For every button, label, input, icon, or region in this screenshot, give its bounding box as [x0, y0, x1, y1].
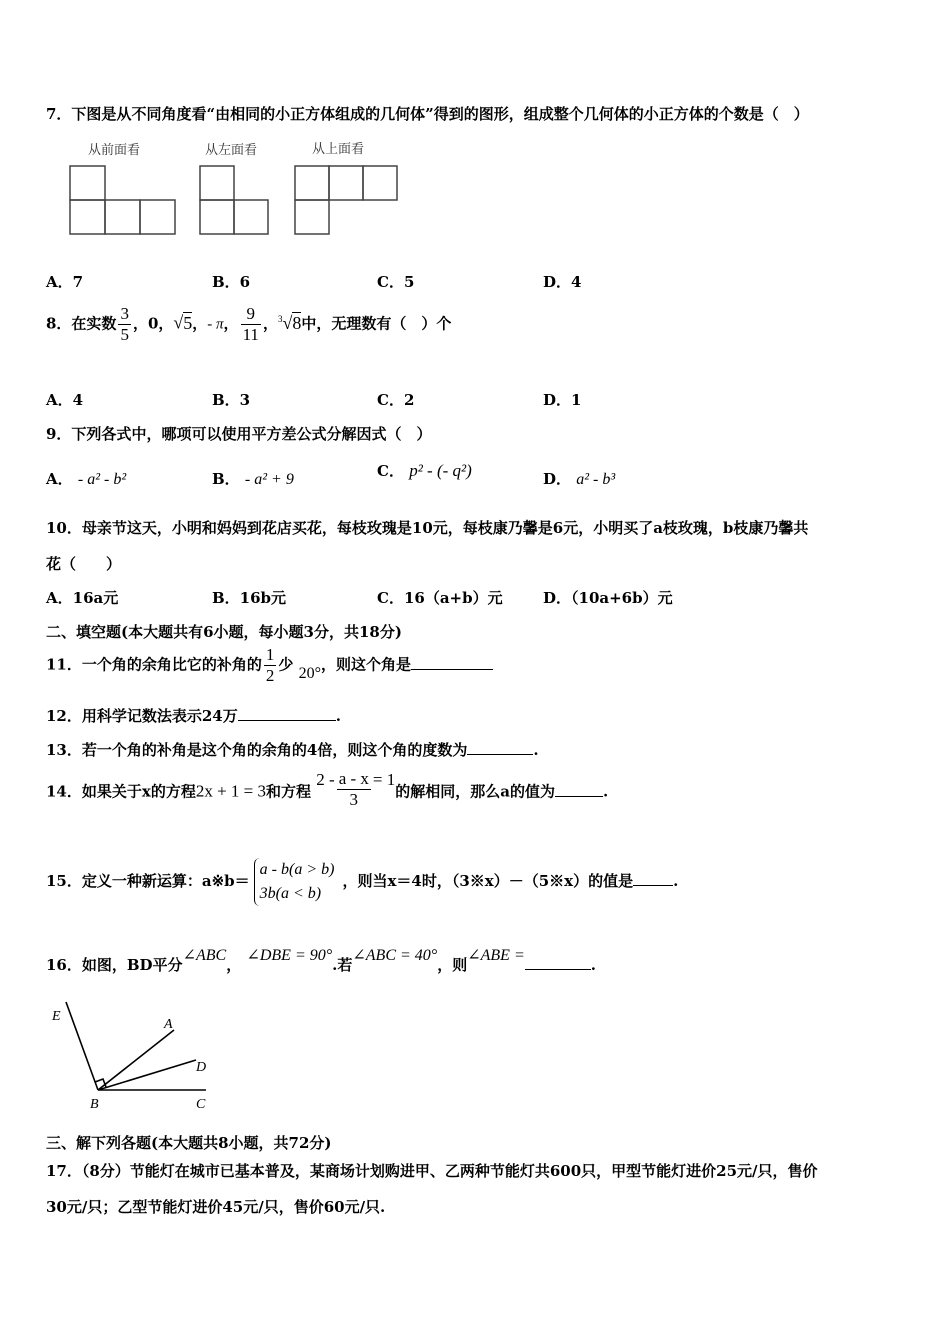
q10-line2: 花（ ） [46, 555, 122, 573]
q14-eq2-right: = 1 [372, 769, 396, 789]
q11-frac-1-2: $\frac{1}{2}$ [265, 645, 275, 685]
q15-piecewise: a - b(a > b) 3b(a < b) [254, 858, 335, 906]
q14-eq2-left: 2 - [316, 769, 335, 789]
view-top-label: 从上面看 [312, 142, 365, 157]
three-view-figure [60, 160, 420, 245]
q16-answer-blank [525, 955, 591, 970]
label-b: B [90, 1097, 99, 1112]
q17-line1: 17．（8分）节能灯在城市已基本普及，某商场计划购进甲、乙两种节能灯共600只，甲型节能灯进价25元/只，售价 [46, 1162, 818, 1180]
front-cell [105, 200, 140, 234]
q12-answer-blank [238, 706, 336, 721]
q8-stem: 8．在实数 $\frac{3}{5}$ ，0，√5，- π， $\frac{9}{11}$ ，$^3$√8中，无理数有（ ）个 [46, 304, 452, 344]
left-cell [200, 166, 234, 200]
section-2-heading: 二、填空题(本大题共有6小题，每小题3分，共18分) [46, 623, 402, 641]
left-cell [234, 200, 268, 234]
view-left-label: 从左面看 [205, 143, 258, 158]
q9-option-d: D． a² - b³ [543, 470, 616, 488]
q11-degree: 20° [298, 664, 322, 682]
q16: 16．如图，BD平分∠ABC， ∠DBE = 90°.若∠ABC = 40°，则∠ABE =. [46, 947, 596, 974]
q16-angle-abc: ∠ABC [182, 947, 227, 964]
q10-option-a: A．16a元 [46, 589, 119, 607]
left-cell [200, 200, 234, 234]
q9-option-b: B． - a² + 9 [212, 470, 294, 488]
q15-answer-blank [633, 871, 673, 886]
q12: 12．用科学记数法表示24万 . [46, 707, 341, 725]
q8-option-b: B．3 [212, 391, 251, 409]
q10-line1: 10．母亲节这天，小明和妈妈到花店买花，每枝玫瑰是10元，每枝康乃馨是6元，小明买了a枝玫瑰，b枝康乃馨共 [46, 519, 809, 537]
q16-angle-abc-value: ∠ABC = 40° [352, 947, 438, 964]
q8-option-a: A．4 [46, 391, 84, 409]
label-d: D [196, 1060, 207, 1075]
q7-stem: 7．下图是从不同角度看“由相同的小正方体组成的几何体”得到的图形，组成整个几何体的小正方体的个数是（ ） [46, 105, 809, 123]
q7-option-a: A．7 [46, 273, 84, 291]
top-cell [295, 166, 329, 200]
top-cell [363, 166, 397, 200]
label-e: E [52, 1009, 61, 1024]
q8-option-c: C．2 [377, 391, 415, 409]
q9-stem: 9．下列各式中，哪项可以使用平方差公式分解因式（ ） [46, 425, 432, 443]
q8-frac-9-11: $\frac{9}{11}$ [242, 304, 259, 344]
q8-option-d: D．1 [543, 391, 582, 409]
q13: 13．若一个角的补角是这个角的余角的4倍，则这个角的度数为 . [46, 741, 539, 759]
q16-angle-abe: ∠ABE = [467, 947, 525, 964]
q10-option-c: C．16（a+b）元 [377, 589, 503, 607]
front-cell [70, 166, 105, 200]
q7-option-d: D．4 [543, 273, 582, 291]
front-cell [140, 200, 175, 234]
q17-line2: 30元/只；乙型节能灯进价45元/只，售价60元/只. [46, 1198, 386, 1216]
q10-option-d: D．（10a+6b）元 [543, 589, 673, 607]
q14-answer-blank [555, 782, 603, 797]
q8-sqrt5: √5 [173, 312, 193, 333]
q9-option-c: C． p² - (- q²) [377, 461, 472, 480]
q8-frac-3-5: $\frac{3}{5}$ [120, 304, 129, 344]
q14: 14．如果关于x的方程2x + 1 = 3和方程 2 - $\frac{a - x}{3}$ = 1的解相同，那么a的值为 . [46, 769, 609, 809]
ray-bd [98, 1060, 196, 1090]
q13-answer-blank [467, 740, 533, 755]
q14-eq1: 2x + 1 = 3 [195, 781, 267, 801]
top-cell [295, 200, 329, 234]
q8-neg-pi: - π [207, 316, 224, 333]
front-cell [70, 200, 105, 234]
q7-option-b: B．6 [212, 273, 251, 291]
view-front-label: 从前面看 [88, 143, 141, 158]
q9-option-a: A． - a² - b² [46, 470, 127, 488]
top-cell [329, 166, 363, 200]
section-3-heading: 三、解下列各题(本大题共8小题，共72分) [46, 1134, 332, 1152]
q10-option-b: B．16b元 [212, 589, 287, 607]
ray-be [66, 1002, 98, 1090]
q11-answer-blank [411, 655, 493, 670]
q7-option-c: C．5 [377, 273, 415, 291]
q16-angle-dbe: ∠DBE = 90° [246, 947, 333, 964]
label-a: A [164, 1017, 173, 1032]
q11: 11．一个角的余角比它的补角的 $\frac{1}{2}$ 少 20°，则这个角是 [46, 645, 493, 686]
q16-angle-figure [46, 1000, 226, 1120]
q15: 15．定义一种新运算：a※b＝ a - b(a > b) 3b(a < b) ，则当x＝4时，（3※x）－（5※x）的值是 . [46, 858, 678, 906]
q8-cube-root: $^3$√8 [277, 312, 302, 333]
q14-eq2-frac: $\frac{a - x}{3}$ [338, 769, 369, 809]
ray-ba [98, 1030, 174, 1090]
label-c: C [196, 1097, 206, 1112]
